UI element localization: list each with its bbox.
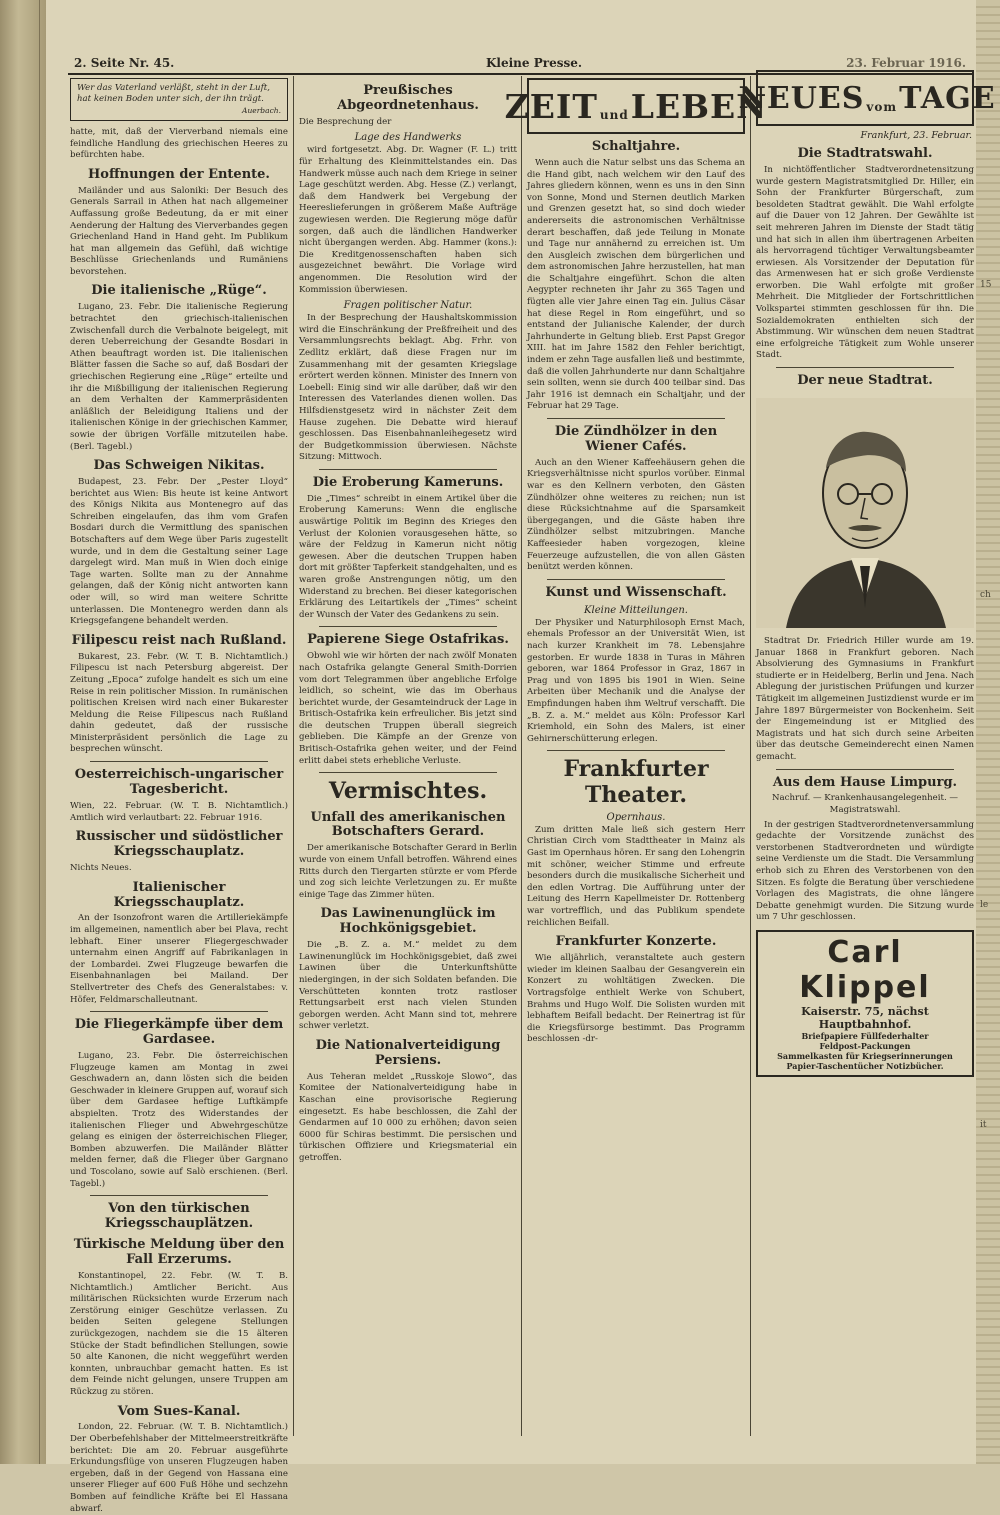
masthead-word: LEBEN [630, 86, 768, 126]
article-text: In der Besprechung der Haushaltskommission wird die Einschränkung der Preßfreiheit und des Versammlungsrechts beklagt. Abg. Frhr. von Zedlitz erklärt, daß diese Fragen nur im Zusammenhang mit der gesamten Kriegslage erörtert werden können. Minister des Innern von Loebell: Einig sind wir alle darüber, daß wir den Interessen des Vaterlandes dienen wollen. Das Hilfsdienstgesetz wird in nächster Zeit dem Hause zugehen. Die Debatte wird hierauf geschlossen. Das Eisenbahnanleihegesetz wird der Budgetkommission überwiesen. Nächste Sitzung: Mittwoch. [299, 313, 517, 463]
headline: Die Eroberung Kameruns. [312, 474, 504, 490]
headline: Die Zündhölzer in den Wiener Cafés. [554, 424, 718, 454]
article-text: Budapest, 23. Febr. Der „Pester Lloyd“ berichtet aus Wien: Bis heute ist keine Antwort des Königs Nikita aus Montenegro auf das Schreiben eingelaufen, das ihm vom Grafen Bosdari durch die Vermittlung des spanischen Botschafters auf dem Wege über Paris zugestellt wurde, und in dem die Gestaltung seiner Lage dargelegt wird. Man muß in Wien doch einige Tage warten. Sollte man zu der Annahme gelangen, daß der König nicht antworten kann oder will, so wird man weitere Schritte unterlassen. Die Montenegro werden dann als Kriegsgefangene behandelt werden. [70, 477, 288, 627]
headline: Aus dem Hause Limpurg. [772, 774, 958, 790]
edge-mark: 15 [980, 280, 992, 290]
article-text: Die „B. Z. a. M.“ meldet zu dem Lawinenunglück im Hochkönigsgebiet, daß zwei Lawinen über die Unterkunftshütte niedergingen, in der sich Soldaten befanden. Die Verschütteten konnten trotz rastloser Rettungsarbeit erst nach vielen Stunden geborgen werden. Acht Mann sind tot, mehrere schwer verletzt. [299, 940, 517, 1032]
section-rule [319, 772, 497, 773]
section-rule [547, 418, 725, 419]
article-text: Wie alljährlich, veranstaltete auch gestern wieder im kleinen Saalbau der Gesangverein ein Konzert zu wohltätigen Zwecken. Die Vortragsfolge enthielt Werke von Schubert, Brahms und Hugo Wolf. Die Solisten wurden mit lebhaftem Beifall bedacht. Der Reinertrag ist für die Kriegsfürsorge bestimmt. Das Programm beschlossen -dr- [527, 953, 745, 1045]
article-continuation: hatte, mit, daß der Vierverband niemals eine feindliche Handlung des griechischen Heeres zu befürchten habe. [70, 127, 288, 161]
book-spine [0, 0, 46, 1464]
article-text: wird fortgesetzt. Abg. Dr. Wagner (F. L.) tritt für Erhaltung des Kleinmittelstandes ein. Das Handwerk müsse auch nach dem Kriege in seiner Lage geschützt werden. Abg. Hesse (Z.) verlangt, daß dem Handwerk bei Vergebung der Heereslieferungen in größerem Maße Aufträge zugewiesen werden. Die Regierung möge dafür sorgen, daß auch die ländlichen Handwerker nicht übergangen werden. Abg. Hammer (kons.): Die Kreditgenossenschaften haben sich ausgezeichnet bewährt. Die Vorlage wird angenommen. Die Resolution wird der Kommission überwiesen. [299, 145, 517, 295]
article-text: Bukarest, 23. Febr. (W. T. B. Nichtamtlich.) Filipescu ist nach Petersburg abgereist. Der Zeitung „Epoca“ zufolge handelt es sich um eine Reise in rein politischer Mission. In rumänischen politischen Kreisen wird nach einer Bukarester Meldung die Reise Filipescus nach Rußland dahin gedeutet, daß der russische Ministerpräsident persönlich die Lage zu besprechen wünscht. [70, 651, 288, 755]
article-subtitle: Nachruf. — Krankenhausangelegenheit. — Magistratswahl. [772, 793, 958, 816]
subheadline: Opernhaus. [606, 811, 666, 823]
article-text: In nichtöffentlicher Stadtverordnetensitzung wurde gestern Magistratsmitglied Dr. Hiller, ein Sohn der Frankfurter Bürgerschaft, zum besoldeten Stadtrat gewählt. Die Wahl erfolgte auf die Dauer von 12 Jahren. Der Gewählte ist seit mehreren Jahren im Dienste der Stadt tätig und hat sich in allen ihm übertragenen Arbeiten als hervorragend tüchtiger Verwaltungsbeamter erwiesen. Als Vorsitzender der Deputation für das Armenwesen hat er sich große Verdienste erworben. Die Wahl erfolgte mit großer Mehrheit. Die Mitglieder der Fortschrittlichen Volkspartei stimmten geschlossen für ihn. Die Sozialdemokraten enthielten sich der Abstimmung. Wir wünschen dem neuen Stadtrat eine erfolgreiche Tätigkeit zum Wohle unserer Stadt. [756, 164, 974, 361]
article-text: Wenn auch die Natur selbst uns das Schema an die Hand gibt, nach welchem wir den Lauf des Jahres gliedern können, wenn es uns in den Sinn von Sonne, Mond und Sternen deutlich Marken und Grenzen gesetzt hat, so sind doch wieder andererseits die astronomischen Verhältnisse derart beschaffen, daß jede Teilung in Monate und Tage nur annähernd zu erreichen ist. Um den Ausgleich zwischen dem bürgerlichen und dem astronomischen Jahre herzustellen, hat man die Schaltjahre eingeführt. Schon die alten Aegypter rechneten ihr Jahr zu 365 Tagen und fügten alle vier Jahre einen Tag ein. Julius Cäsar hat diese Regel in Rom eingeführt, und so entstand der Julianische Kalender, der durch Jahrhunderte in Geltung blieb. Erst Papst Gregor XIII. hat im Jahre 1582 den Fehler berichtigt, indem er zehn Tage ausfallen ließ und bestimmte, daß die vollen Jahrhunderte nur dann Schaltjahre sein sollten, wenn sie durch 400 teilbar sind. Das Jahr 1916 ist demnach ein Schaltjahr, und der Februar hat 29 Tage. [527, 157, 745, 412]
section-rule [776, 769, 954, 770]
column-divider [750, 76, 751, 1436]
article-text: Die „Times“ schreibt in einem Artikel über die Eroberung Kameruns: Wenn die englische auswärtige Politik im Beginn des Krieges den Verlust der Kolonien vorausgesehen hätte, so wäre der Feldzug in Kamerun nicht nötig gewesen. Aber die deutschen Truppen haben dort mit größter Tapferkeit standgehalten, und es waren große Anstrengungen nötig, um den Widerstand zu brechen. Bei dieser kategorischen Erklärung des Leitartikels der „Times“ scheint der Wunsch der Vater des Gedankens zu sein. [299, 493, 517, 620]
motto-text: Wer das Vaterland verläßt, steht in der Luft, hat keinen Boden unter sich, der ihn trägt. [77, 83, 270, 104]
edge-mark: it [980, 1120, 987, 1130]
section-rule [90, 1195, 268, 1196]
section-rule [547, 579, 725, 580]
headline: Papierene Siege Ostafrikas. [307, 632, 509, 648]
section-rule [776, 367, 954, 368]
ad-address: Kaiserstr. 75, nächst Hauptbahnhof. [801, 1004, 929, 1031]
column-divider [293, 76, 294, 1436]
masthead-connector: vom [866, 100, 898, 114]
subheadline: Italienischer Kriegsschauplatz. [113, 879, 245, 910]
masthead-word: NEUES [738, 80, 865, 116]
ad-line: Papier-Taschentücher Notizbücher. [786, 1060, 944, 1071]
section-rule [90, 761, 268, 762]
article-text: Nichts Neues. [70, 863, 132, 873]
headline: Die Stadtratswahl. [797, 146, 933, 161]
headline: Die Fliegerkämpfe über dem Gardasee. [74, 1017, 284, 1048]
subheadline: Kleine Mitteilungen. [584, 604, 688, 616]
ad-company-name: Carl Klippel [799, 934, 931, 1005]
headline: Hoffnungen der Entente. [88, 166, 270, 182]
headline: Von den türkischen Kriegsschauplätzen. [104, 1201, 254, 1232]
subheadline: Lage des Handwerks [354, 132, 462, 144]
column-divider [521, 76, 522, 1436]
section-title: Frankfurter Theater. [563, 756, 709, 808]
article-text: Stadtrat Dr. Friedrich Hiller wurde am 19. Januar 1868 in Frankfurt geboren. Nach Absolvierung des Gymnasiums in Frankfurt studierte er in Heidelberg, Berlin und Jena. Nach Ablegung der juristischen Prüfungen und kurzer Tätigkeit im allgemeinen Justizdienst wurde er im Jahre 1897 Bürgermeister von Bockenheim. Seit der Eingemeindung ist er Mitglied des Magistrats und hat sich durch seine Arbeiten über das deutsche Gemeinderecht einen Namen gemacht. [756, 635, 974, 762]
article-text: An der Isonzofront waren die Artilleriekämpfe im allgemeinen, namentlich aber bei Plava, recht lebhaft. Einer unserer Fliegergeschwader unternahm einen Angriff auf Fabrikanlagen in der Lombardei. Zwei Flugzeuge bewarfen die Eisenbahnanlagen bei Mailand. Der Stellvertreter des Chefs des Generalstabes: v. Höfer, Feldmarschalleutnant. [70, 913, 288, 1005]
article-meta: Die Besprechung der [299, 116, 392, 127]
article-text: Aus Teheran meldet „Russkoje Slowo“, das Komitee der Nationalverteidigung habe in Kaschan eine provisorische Regierung eingesetzt. Es habe beschlossen, die Zahl der Gendarmen auf 10 000 zu erhöhen; davon seien 6000 für Schiras bestimmt. Die persischen und türkischen Offiziere und Kriegsmaterial ein getroffen. [299, 1071, 517, 1164]
article-text: In der gestrigen Stadtverordnetenversammlung gedachte der Vorsitzende zunächst des verstorbenen Stadtverordneten und würdigte seine Verdienste um die Stadt. Die Versammlung erhob sich zu Ehren des Verstorbenen von den Sitzen. Es folgte die Beratung über verschiedene Vorlagen des Magistrats, die ohne längere Debatte genehmigt wurden. Die Sitzung wurde um 7 Uhr geschlossen. [756, 819, 974, 923]
headline: Vom Sues-Kanal. [117, 1403, 241, 1419]
portrait-illustration [756, 398, 974, 628]
article-meta: Wien, 22. Februar. (W. T. B. Nichtamtlich.) Amtlich wird verlautbart: 22. Februar 1916. [70, 800, 288, 823]
section-rule [547, 750, 725, 751]
masthead-connector: und [599, 108, 629, 122]
article-text: Zum dritten Male ließ sich gestern Herr Christian Circh vom Stadttheater in Mainz als Gast im Opernhaus hören. Er sang den Lohengrin mit schöner, weicher Stimme und erfreute besonders durch die musikalische Sicherheit und den edlen Vortrag. Die Aufführung unter der Leitung des Herrn Kapellmeister Dr. Rottenberg war vortrefflich, und das Publikum spendete reichlichen Beifall. [527, 824, 745, 928]
article-text: Obwohl wie wir hörten der nach zwölf Monaten nach Ostafrika gelangte General Smith-Dorrien vom dort Telegrammen über angebliche Erfolge leidlich, so scheint, wie das im Oberhaus berichtet wurde, der Gesamteindruck der Lage in Britisch-Ostafrika kein erfreulicher. Bis jetzt sind die deutschen Truppen überall siegreich geblieben. Die Kämpfe an der Grenze von Britisch-Ostafrika gehen weiter, und der Feind erlitt dabei stets erhebliche Verluste. [299, 651, 517, 766]
headline: Preußisches Abgeordnetenhaus. [337, 83, 479, 113]
headline: Frankfurter Konzerte. [555, 934, 717, 950]
headline: Filipescu reist nach Rußland. [71, 632, 287, 648]
headline: Kunst und Wissenschaft. [545, 584, 727, 600]
subheadline: Russischer und südöstlicher Kriegsschauplatz. [75, 829, 283, 860]
article-text: London, 22. Februar. (W. T. B. Nichtamtlich.) Der Oberbefehlshaber der Mittelmeerstreitkräfte berichtet: Die am 20. Februar ausgeführte Erkundungsflüge von unseren Flugzeugen haben ergeben, daß in der Gegend von Hassana eine unserer Flieger auf 600 Fuß Höhe und sechzehn Bomben auf feindliche Kräfte bei El Hassana abwarf. [70, 1422, 288, 1514]
masthead-word: TAGE [899, 80, 996, 116]
masthead-word: ZEIT [504, 86, 598, 126]
edge-mark: le [980, 900, 989, 910]
article-text: Lugano, 23. Febr. Die österreichischen Flugzeuge kamen am Montag in zwei Geschwadern an, dann lösten sich die beiden Geschwader in kleinere Gruppen auf, worauf sich über dem Gardasee heftige Luftkämpfe abspielten. Trotz des Widerstandes der italienischen Flieger und Abwehrgeschütze gelang es einigen der österreichischen Flieger, Bomben abzuwerfen. Die Mailänder Blätter melden ferner, daß die Flieger über Gargnano und Toscolano, sowie auf Salò erschienen. (Berl. Tagebl.) [70, 1051, 288, 1189]
column-1 [70, 78, 288, 1514]
article-text: Mailänder und aus Saloniki: Der Besuch des Generals Sarrail in Athen hat nach allgemeiner Auffassung große Bedeutung, da er mit einer Aenderung der Haltung des Vierverbandes gegen Griechenland Hand in Hand geht. Im Publikum hat man allgemein das Gefühl, daß wichtige Beschlüsse Griechenlands und Rumäniens bevorstehen. [70, 185, 288, 277]
headline: Die italienische „Rüge“. [91, 283, 267, 299]
neues-vom-tage-masthead [738, 70, 996, 126]
ad-line: Feldpost-Packungen [819, 1040, 911, 1051]
section-title: Vermischtes. [328, 778, 488, 805]
page-edge-stack [976, 0, 1000, 1464]
subheadline: Unfall des amerikanischen Botschafters Gerard. [310, 809, 506, 840]
headline: Der neue Stadtrat. [797, 373, 933, 389]
page-number: 2. Seite Nr. 45. [74, 56, 175, 70]
dateline: Frankfurt, 23. Februar. [860, 130, 972, 141]
motto-signature: Auerbach. [242, 106, 281, 115]
headline: Schaltjahre. [591, 139, 681, 154]
column-3 [504, 78, 768, 1434]
issue-date: 23. Februar 1916. [846, 56, 966, 70]
newspaper-name: Kleine Presse. [486, 56, 583, 70]
article-text: Der amerikanische Botschafter Gerard in Berlin wurde von einem Unfall betroffen. Während eines Ritts durch den Tiergarten stürzte er vom Pferde und zog sich leichte Verletzungen zu. Er mußte einige Tage das Zimmer hüten. [299, 843, 517, 900]
section-rule [319, 469, 497, 470]
ad-line: Sammelkasten für Kriegserinnerungen [777, 1050, 953, 1061]
advertisement-carl-klippel [756, 930, 974, 1077]
article-text: Lugano, 23. Febr. Die italienische Regierung betrachtet den griechisch-italienischen Zwischenfall durch die Verbalnote beigelegt, mit deren Ueberreichung der Gesandte Bosdari in Athen beauftragt worden ist. Die italienischen Blätter fassen die Sache so auf, daß Bosdari der griechischen Regierung eine „Rüge“ erteilte und ihr die Mißbilligung der italienischen Regierung an dem Verhalten der Kammerpräsidenten anläßlich der Beleidigung Italiens und der italienischen Könige in der griechischen Kammer, sowie der übrigen Vorfälle mitzuteilen habe. (Berl. Tagebl.) [70, 302, 288, 452]
subheadline: Fragen politischer Natur. [343, 300, 473, 312]
motto-box [70, 78, 288, 121]
headline: Das Lawinenunglück im Hochkönigsgebiet. [320, 906, 496, 937]
subheadline: Türkische Meldung über den Fall Erzerums. [73, 1237, 285, 1268]
headline: Die Nationalverteidigung Persiens. [315, 1038, 501, 1068]
ad-line: Briefpapiere Füllfederhalter [801, 1030, 929, 1041]
article-text: Auch an den Wiener Kaffeehäusern gehen die Kriegsverhältnisse nicht spurlos vorüber. Einmal war es den Kellnern verboten, den Gästen Zündhölzer ohne weiteres zu reichen; nun ist diese Rücksichtnahme auf die Sparsamkeit übergegangen, und die Gäste haben ihre Zündhölzer selbst mitzubringen. Manche Kaffeesieder haben vorgezogen, kleine Feuerzeuge aufzustellen, die von allen Gästen benützt werden können. [527, 457, 745, 573]
edge-mark: ch [980, 590, 991, 600]
article-text: Der Physiker und Naturphilosoph Ernst Mach, ehemals Professor an der Universität Wien, ist nach kurzer Krankheit im 78. Lebensjahre gestorben. Er wurde 1838 in Turas in Mähren geboren, war 1864 Professor in Graz, 1867 in Prag und von 1895 bis 1901 in Wien. Seine Arbeiten über Mechanik und die Analyse der Empfindungen haben ihm Weltruf verschafft. Die „B. Z. a. M.“ meldet aus Köln: Professor Karl Kriemhold, ein Sohn des Malers, ist einer Gehirnerschütterung erlegen. [527, 617, 745, 744]
section-rule [319, 626, 497, 627]
article-text: Konstantinopel, 22. Febr. (W. T. B. Nichtamtlich.) Amtlicher Bericht. Aus militärischen Rücksichten wurde Erzerum nach Zerstörung einiger Geschütze verlassen. Zu beiden Seiten gelegene Stellungen zurückgezogen, nachdem sie die 15 älteren Stücke der Stadt befindlichen Stellungen, sowie 50 alte Kanonen, die nicht weggeführt werden konnten, unbrauchbar gemacht hatten. Es ist dem Feinde nicht gelungen, unsere Truppen am Rückzug zu stören. [70, 1270, 288, 1397]
zeit-und-leben-masthead [504, 78, 768, 134]
headline: Das Schweigen Nikitas. [93, 458, 265, 474]
section-rule [90, 1011, 268, 1012]
headline: Oesterreichisch-ungarischer Tagesbericht. [74, 767, 284, 797]
column-2 [299, 78, 517, 1434]
